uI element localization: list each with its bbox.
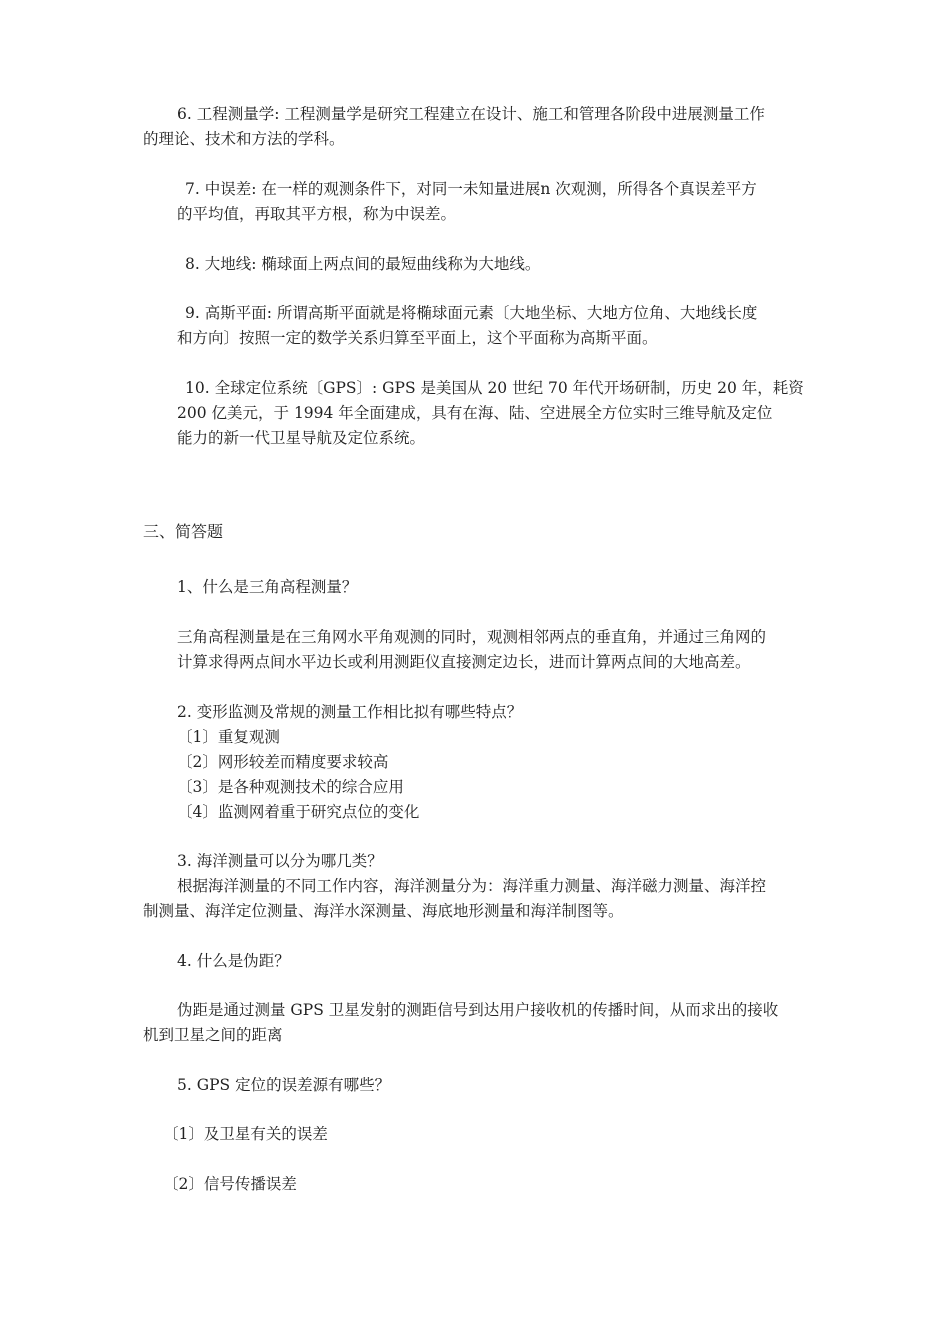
answer-3-line-2: 制测量、海洋定位测量、海洋水深测量、海底地形测量和海洋制图等。 [143, 902, 624, 920]
definition-10-line-2: 200 亿美元，于 1994 年全面建成，具有在海、陆、空进展全方位实时三维导航及定位 [177, 404, 773, 422]
answer-1-line-2: 计算求得两点间水平边长或利用测距仪直接测定边长，进而计算两点间的大地高差。 [177, 653, 751, 671]
definition-10-line-3: 能力的新一代卫星导航及定位系统。 [177, 429, 426, 447]
question-4: 4. 什么是伪距？ [177, 952, 290, 970]
answer-4-line-1: 伪距是通过测量 GPS 卫星发射的测距信号到达用户接收机的传播时间，从而求出的接收 [177, 1001, 779, 1019]
definition-6-line-1: 6. 工程测量学: 工程测量学是研究工程建立在设计、施工和管理各阶段中进展测量工作 [177, 105, 765, 123]
answer-5-point: 〔2〕信号传播误差 [163, 1175, 297, 1193]
definition-7-line-2: 的平均值，再取其平方根，称为中误差。 [177, 205, 457, 223]
definition-10-line-1: 10. 全球定位系统〔GPS〕: GPS 是美国从 20 世纪 70 年代开场研制，历史 20 年，耗资 [185, 379, 804, 397]
answer-2-point: 〔2〕网形较差而精度要求较高 [177, 753, 389, 771]
definition-6-line-2: 的理论、技术和方法的学科。 [143, 130, 345, 148]
answer-5-point: 〔1〕及卫星有关的误差 [163, 1125, 328, 1143]
answer-4-line-2: 机到卫星之间的距离 [143, 1026, 283, 1044]
answer-2-point: 〔3〕是各种观测技术的综合应用 [177, 778, 404, 796]
answer-2-point: 〔4〕监测网着重于研究点位的变化 [177, 803, 420, 821]
definition-9-line-1: 9. 高斯平面: 所谓高斯平面就是将椭球面元素〔大地坐标、大地方位角、大地线长度 [185, 304, 758, 322]
definition-9-line-2: 和方向〕按照一定的数学关系归算至平面上，这个平面称为高斯平面。 [177, 329, 658, 347]
answer-3-line-1: 根据海洋测量的不同工作内容，海洋测量分为：海洋重力测量、海洋磁力测量、海洋控 [177, 877, 767, 895]
section-title: 三、简答题 [143, 522, 224, 541]
definition-8-line-1: 8. 大地线: 椭球面上两点间的最短曲线称为大地线。 [185, 255, 541, 273]
question-3: 3. 海洋测量可以分为哪几类？ [177, 852, 383, 870]
definition-7-line-1: 7. 中误差: 在一样的观测条件下，对同一未知量进展n 次观测，所得各个真误差平方 [185, 180, 757, 198]
question-1: 1、什么是三角高程测量？ [177, 578, 358, 596]
question-2: 2. 变形监测及常规的测量工作相比拟有哪些特点？ [177, 703, 523, 721]
question-5: 5. GPS 定位的误差源有哪些？ [177, 1076, 391, 1094]
answer-2-point: 〔1〕重复观测 [177, 728, 280, 746]
answer-1-line-1: 三角高程测量是在三角网水平角观测的同时，观测相邻两点的垂直角，并通过三角网的 [177, 628, 767, 646]
